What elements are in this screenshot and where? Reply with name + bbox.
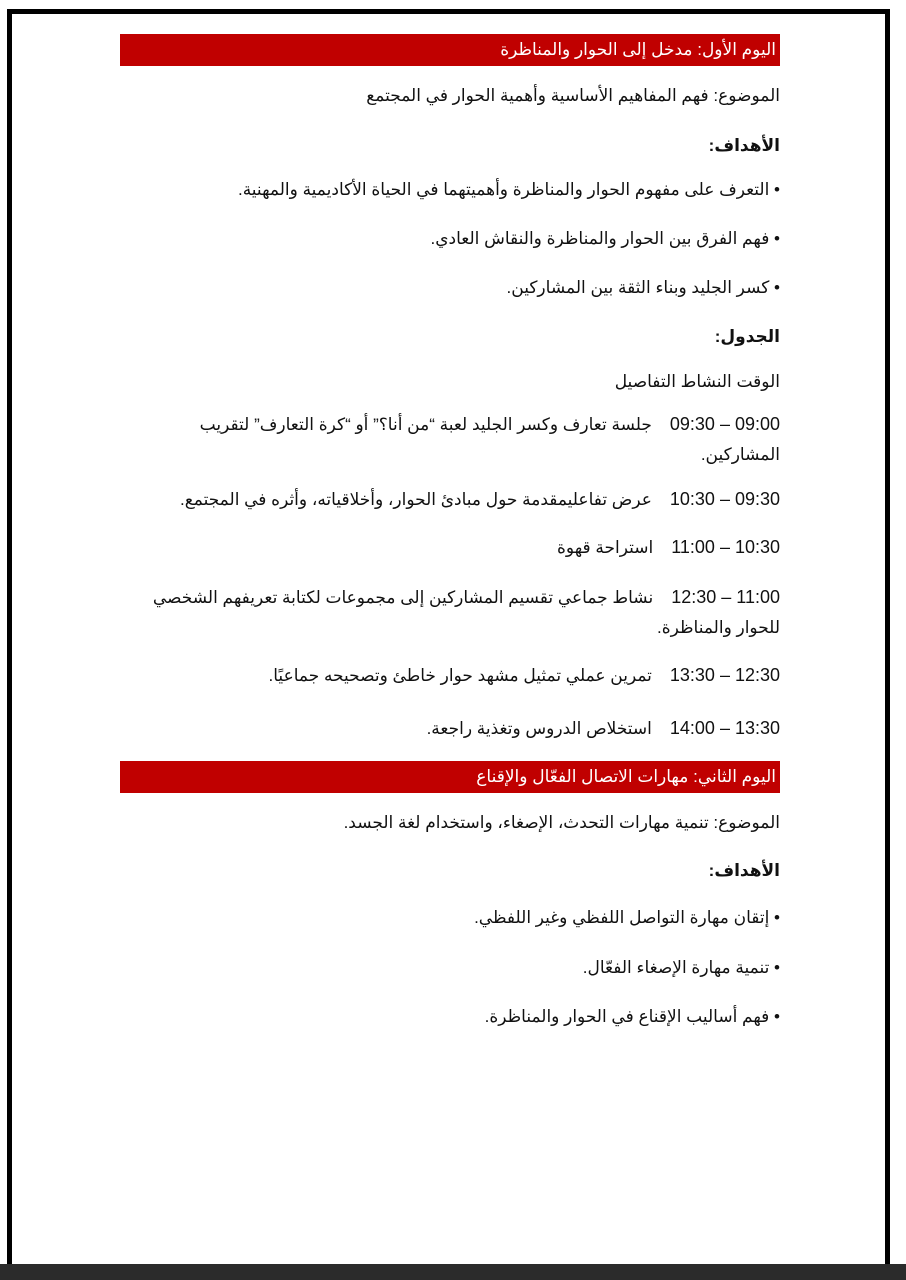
schedule-text: استخلاص الدروس وتغذية راجعة.	[426, 719, 652, 738]
schedule-time: 11:00 – 12:30	[671, 587, 780, 607]
schedule-text: تمرين عملي تمثيل مشهد حوار خاطئ وتصحيحه جماعيًا.	[268, 666, 652, 685]
day2-topic: الموضوع: تنمية مهارات التحدث، الإصغاء، واستخدام لغة الجسد.	[343, 813, 780, 832]
document-content	[120, 34, 780, 1027]
day1-header	[120, 34, 780, 66]
schedule-time: 12:30 – 13:30	[669, 665, 780, 685]
day1-header-text: اليوم الأول: مدخل إلى الحوار والمناظرة	[500, 40, 776, 59]
schedule-row	[120, 484, 780, 515]
day1-topic: الموضوع: فهم المفاهيم الأساسية وأهمية الحوار في المجتمع	[366, 86, 780, 105]
day2-goal-item: • تنمية مهارة الإصغاء الفعّال.	[582, 958, 780, 977]
day1-goals-label: الأهداف:	[708, 136, 780, 155]
schedule-row	[120, 409, 780, 470]
schedule-header: الوقت النشاط التفاصيل	[614, 372, 780, 391]
day2-header-text: اليوم الثاني: مهارات الاتصال الفعّال والإقناع	[476, 767, 776, 786]
schedule-row	[120, 532, 780, 563]
day2-goals-label: الأهداف:	[708, 861, 780, 880]
day1-schedule-label: الجدول:	[714, 327, 780, 346]
day2-header	[120, 761, 780, 793]
schedule-text: استراحة قهوة	[557, 538, 654, 557]
schedule-text: نشاط جماعي تقسيم المشاركين إلى مجموعات لكتابة تعريفهم الشخصي للحوار والمناظرة.	[152, 588, 780, 637]
day2-goal-item: • إتقان مهارة التواصل اللفظي وغير اللفظي.	[474, 908, 780, 927]
day2-goal-item: • فهم أساليب الإقناع في الحوار والمناظرة.	[484, 1007, 780, 1026]
day1-goal-item: • كسر الجليد وبناء الثقة بين المشاركين.	[506, 278, 780, 297]
day1-goal-item: • التعرف على مفهوم الحوار والمناظرة وأهميتهما في الحياة الأكاديمية والمهنية.	[237, 180, 780, 199]
schedule-row	[120, 713, 780, 744]
schedule-text: عرض تفاعليمقدمة حول مبادئ الحوار، وأخلاقياته، وأثره في المجتمع.	[179, 490, 652, 509]
schedule-time: 09:00 – 09:30	[669, 414, 780, 434]
schedule-text: جلسة تعارف وكسر الجليد لعبة “من أنا؟” أو “كرة التعارف” لتقريب المشاركين.	[199, 415, 780, 464]
schedule-time: 13:30 – 14:00	[669, 718, 780, 738]
schedule-time: 09:30 – 10:30	[669, 489, 780, 509]
schedule-row	[120, 660, 780, 691]
bottom-bar	[0, 1264, 906, 1280]
day1-goal-item: • فهم الفرق بين الحوار والمناظرة والنقاش العادي.	[430, 229, 780, 248]
schedule-row	[120, 582, 780, 643]
schedule-time: 10:30 – 11:00	[671, 537, 780, 557]
